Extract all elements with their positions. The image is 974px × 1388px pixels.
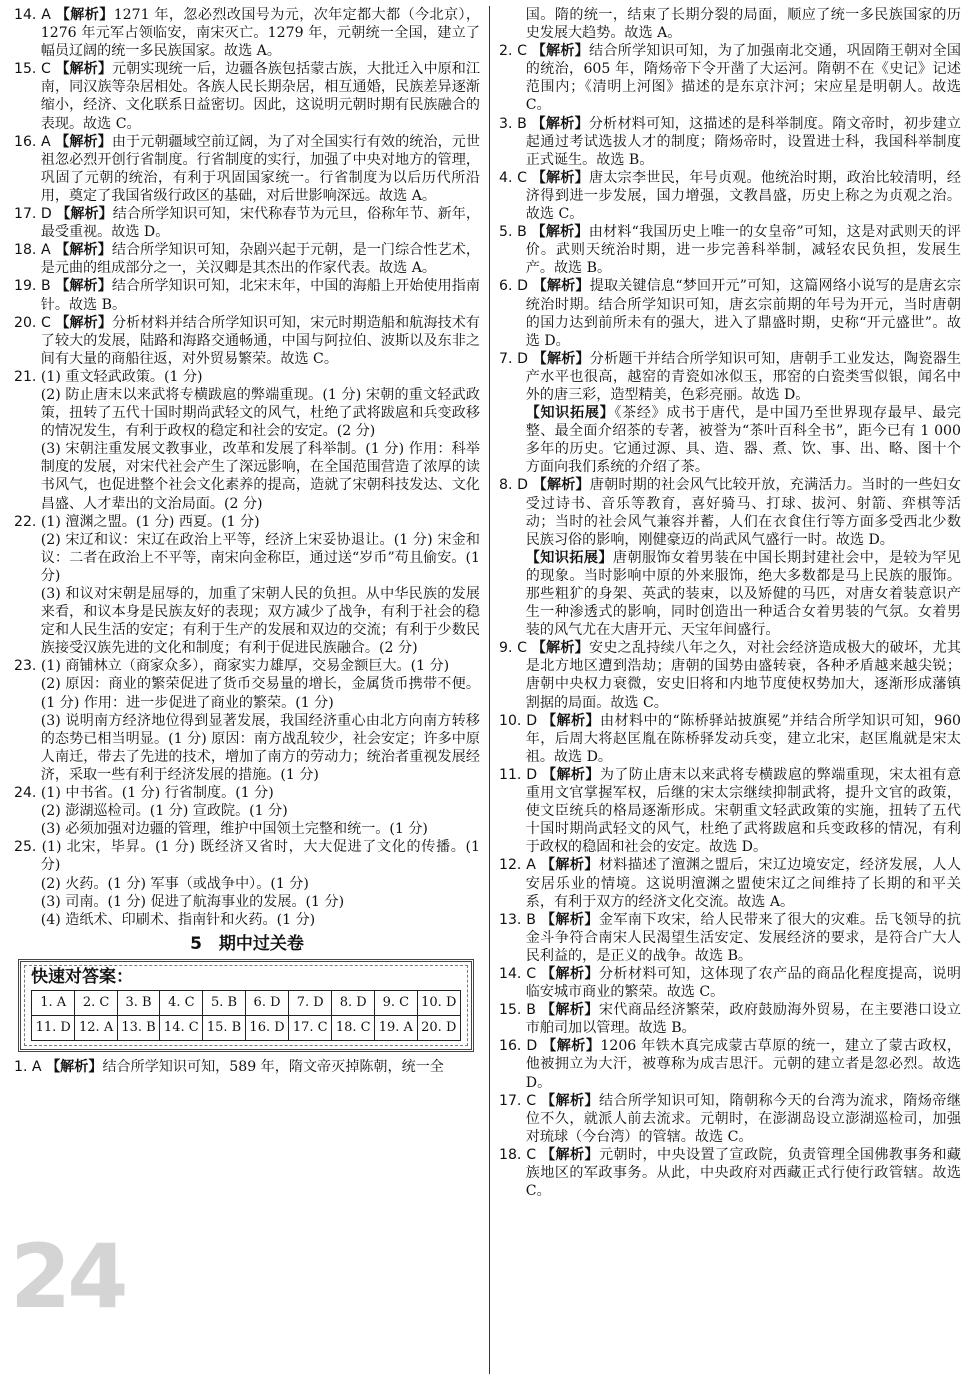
answer-entry-continued — [14, 585, 480, 657]
quick-answer-cell: 6. D — [245, 990, 288, 1015]
answer-text: (3) 宋朝注重发展文教事业，改革和发展了科举制。(1 分) 作用：科举制度的发展，对宋代社会产生了深远影响，在全国范围营造了浓厚的读书风气，也促进整个社会文化素养的提高，造就了宋朝科技发达、文化昌盛、人才辈出的文治局面。(2 分) — [40, 441, 480, 512]
answer-text: (4) 造纸术、印刷术、指南针和火药。(1 分) — [40, 911, 316, 928]
answer-entry — [14, 277, 480, 313]
analysis-tag: 【解析】 — [532, 477, 590, 494]
analysis-tag: 【解析】 — [540, 1002, 599, 1019]
answer-entry — [499, 911, 961, 965]
analysis-tag: 【解析】 — [540, 911, 599, 928]
answer-text: 唐朝时期的社会风气比较开放，充满活力。当时的一些妇女受过诗书、音乐等教育，喜好骑马、打球、拔河、射箭、弈棋等活动；当时的社会风气兼容并蓄，人们在衣食住行等方面多受西北少数民族习俗的影响，刚健豪迈的尚武风气盛行一时。故选 D。 — [525, 477, 962, 548]
analysis-tag: 【解析】 — [55, 314, 112, 331]
answer-text: 提取关键信息“梦回开元”可知，这篇网络小说写的是唐玄宗统治时期。结合所学知识可知，唐玄宗前期的年号为开元，当时唐朝的国力达到前所未有的强大，进入了鼎盛时期，史称“开元盛世”。故选 D。 — [525, 278, 961, 349]
answer-entry — [14, 784, 480, 802]
answer-number: 13. B — [499, 911, 536, 928]
answer-number: 21. — [14, 368, 37, 385]
quick-answer-cell: 19. A — [375, 1015, 417, 1040]
answer-entry — [499, 639, 961, 711]
answer-entry-continued — [14, 386, 480, 440]
answer-text: 由于元朝疆域空前辽阔，为了对全国实行有效的统治，元世祖忽必烈开创行省制度。行省制度的实行，加强了中央对地方的管理，巩固了元朝的统治，有利于巩固国家统一。行省制度为以后历代所沿用，奠定了我国省级行政区的基础，对后世影响深远。故选 A。 — [40, 133, 481, 204]
analysis-tag: 【解析】 — [55, 133, 112, 150]
answer-entry-continued — [14, 712, 480, 784]
analysis-tag: 【解析】 — [531, 169, 589, 186]
section-title: 5 期中过关卷 — [190, 933, 304, 954]
page-number: 24 — [10, 1225, 125, 1328]
answer-entry — [499, 277, 961, 349]
analysis-tag: 【解析】 — [55, 61, 112, 78]
answer-entry — [14, 368, 480, 386]
quick-answer-cell: 7. D — [289, 990, 332, 1015]
analysis-tag: 【解析】 — [542, 1038, 601, 1055]
answer-entry — [14, 314, 480, 368]
answer-entry-continued — [14, 875, 480, 893]
answer-text: (1) 重文轻武政策。(1 分) — [40, 368, 203, 385]
answer-number: 15. B — [499, 1002, 536, 1019]
analysis-tag: 【解析】 — [55, 278, 112, 295]
analysis-tag: 【解析】 — [55, 242, 112, 259]
quick-answer-cell: 12. A — [75, 1015, 117, 1040]
answer-text: 由材料“我国历史上唯一的女皇帝”可知，这是对武则天的评价。武则天统治时期，进一步完善科举制，减轻农民负担，发展生产。故选 B。 — [525, 224, 961, 277]
answer-number: 8. D — [499, 477, 528, 494]
answer-number: 20. C — [14, 314, 51, 331]
answer-entry — [14, 241, 480, 277]
quick-answer-cell: 15. B — [203, 1015, 246, 1040]
answer-number: 17. C — [499, 1092, 537, 1109]
right-answer-list — [499, 6, 961, 1200]
answer-entry — [14, 60, 480, 132]
answer-text: 结合所学知识可知，隋朝称今天的台湾为流求，隋炀帝继位不久，就派人前去流求。元朝时，在澎湖岛设立澎湖巡检司，加强对琉球（今台湾）的管辖。故选 C。 — [525, 1092, 961, 1145]
answer-number: 19. B — [14, 278, 51, 295]
answer-entry — [14, 205, 480, 241]
quick-answer-cell: 2. C — [75, 990, 117, 1015]
quick-answer-title: 快速对答案： — [31, 966, 133, 987]
answer-number: 24. — [14, 785, 37, 802]
answer-number: 18. C — [499, 1146, 537, 1163]
analysis-tag: 【知识拓展】 — [525, 405, 615, 422]
answer-number: 22. — [14, 513, 37, 530]
answer-text: 结合所学知识可知，为了加强南北交通，巩固隋王朝对全国的统治，605 年，隋炀帝下令开凿了大运河。隋朝不在《史记》记述范围内；《清明上河图》描述的是东京汴河；宋应星是明朝人。故选 C。 — [525, 43, 962, 114]
answer-text: (1) 中书省。(1 分) 行省制度。(1 分) — [40, 785, 274, 802]
analysis-tag: 【解析】 — [541, 1092, 600, 1109]
answer-text: (3) 说明南方经济地位得到显著发展，我国经济重心由北方向南方转移的态势已相当明显。(1 分) 原因：南方战乱较少，社会安定；许多中原人南迁，带去了先进的技术，增加了南方的劳动力；统治者重视发展经济，采取一些有利于经济发展的措施。(1 分) — [40, 712, 480, 783]
quick-answer-cell: 18. C — [332, 1015, 375, 1040]
left-answer-list — [14, 6, 480, 929]
right-column — [499, 6, 961, 1200]
answer-number: 7. D — [499, 350, 528, 367]
quick-answer-row — [32, 1015, 461, 1040]
analysis-tag: 【解析】 — [532, 278, 590, 295]
answer-entry — [14, 133, 480, 205]
answer-entry — [499, 1092, 961, 1146]
answer-text: 国。隋的统一，结束了长期分裂的局面，顺应了统一多民族国家的历史发展大趋势。故选 A。 — [525, 7, 961, 42]
analysis-tag: 【解析】 — [541, 1146, 600, 1163]
answer-entry — [499, 42, 961, 114]
analysis-tag: 【知识拓展】 — [525, 549, 613, 566]
answer-text: (1) 商铺林立（商家众多），商家实力雄厚，交易金额巨大。(1 分) — [40, 658, 450, 675]
answer-entry — [499, 115, 961, 169]
answer-text: (2) 澎湖巡检司。(1 分) 宣政院。(1 分) — [40, 803, 288, 820]
answer-text: 由材料中的“陈桥驿站披旗冕”并结合所学知识可知，960 年，后周大将赵匡胤在陈桥驿发动兵变，建立北宋，赵匡胤就是宋太祖。故选 D。 — [525, 712, 962, 765]
answer-entry — [499, 350, 961, 404]
answer-number: 16. A — [14, 133, 51, 150]
answer-text: 结合所学知识可知，杂剧兴起于元朝，是一门综合性艺术，是元曲的组成部分之一，关汉卿是其杰出的作家代表。故选 A。 — [40, 242, 481, 277]
quick-answer-cell: 4. C — [160, 990, 203, 1015]
analysis-tag: 【解析】 — [540, 857, 599, 874]
answer-number: 15. C — [14, 61, 51, 78]
answer-entry — [14, 6, 480, 60]
column-divider — [489, 6, 490, 1374]
answer-text: 唐太宗李世民，年号贞观。他统治时期，政治比较清明，经济得到进一步发展，国力增强，文教昌盛，历史上称之为贞观之治。故选 C。 — [525, 169, 962, 223]
answer-text: 《茶经》成书于唐代，是中国乃至世界现存最早、最完整、最全面介绍茶的专著，被誉为“茶叶百科全书”，距今已有 1 000 多年的历史。它通过源、具、造、器、煮、饮、事、出、略、图十个方面向我们系统的介绍了茶。 — [525, 405, 962, 476]
answer-number: 23. — [14, 658, 37, 675]
answer-entry — [499, 476, 961, 548]
answer-number: 1. A — [14, 1058, 42, 1075]
answer-entry — [14, 657, 480, 675]
analysis-tag: 【解析】 — [541, 965, 600, 982]
answer-entry — [499, 223, 961, 277]
analysis-tag: 【解析】 — [531, 43, 589, 60]
answer-number: 18. A — [14, 242, 51, 259]
answer-entry-continued — [14, 675, 480, 711]
answer-number: 17. D — [14, 206, 52, 223]
answer-text: 结合所学知识可知，589 年，隋文帝灭掉陈朝，统一全 — [102, 1058, 444, 1075]
answer-entry-continued — [14, 440, 480, 512]
quick-answer-cell: 17. C — [289, 1015, 332, 1040]
answer-number: 25. — [14, 839, 37, 856]
answer-text: 结合所学知识可知，宋代称春节为元旦，俗称年节、新年，最受重视。故选 D。 — [40, 206, 481, 241]
answer-entry-continued — [14, 802, 480, 820]
quick-answer-cell: 9. C — [375, 990, 417, 1015]
answer-text: 元朝实现统一后，边疆各族包括蒙古族，大批迁入中原和江南，同汉族等杂居相处。各族人民长期杂居，相互通婚，民族差异逐渐缩小，经济、文化联系日益密切。因此，这说明元朝时期有民族融合的表现。故选 C。 — [40, 61, 481, 132]
answer-text: (2) 火药。(1 分) 军事（或战争中）。(1 分) — [40, 875, 309, 892]
answer-entry-continued — [499, 6, 961, 42]
answer-entry-continued — [499, 549, 961, 639]
quick-answer-cell: 14. C — [160, 1015, 203, 1040]
answer-entry — [499, 712, 961, 766]
left-column — [14, 6, 480, 1076]
answer-number: 9. C — [499, 640, 527, 657]
answer-text: 为了防止唐末以来武将专横跋扈的弊端重现，宋太祖有意重用文官掌握军权，后继的宋太宗继续抑制武将，提升文官的政策，使文臣统兵的格局逐渐形成。宋朝重文轻武政策的实施，扭转了五代十国时期尚武轻文的风气，杜绝了武将跋扈和兵变政移的情况，有利于政权的稳固和社会的安定。故选 D。 — [525, 766, 962, 856]
answer-text: (2) 宋辽和议：宋辽在政治上平等，经济上宋妥协退让。(1 分) 宋金和议：二者在政治上不平等，南宋向金称臣，通过送“岁币”苟且偷安。(1 分) — [40, 531, 480, 584]
answer-number: 4. C — [499, 169, 527, 186]
answer-text: 1271 年，忽必烈改国号为元，次年定都大都（今北京），1276 年元军占领临安，南宋灭亡。1279 年，元朝统一全国，建立了幅员辽阔的统一多民族国家。故选 A。 — [40, 7, 481, 60]
answer-number: 6. D — [499, 278, 528, 295]
quick-answer-cell: 11. D — [32, 1015, 75, 1040]
answer-entry — [499, 965, 961, 1001]
answer-number: 12. A — [499, 857, 536, 874]
answer-text: (1) 澶渊之盟。(1 分) 西夏。(1 分) — [40, 513, 260, 530]
answer-entry — [499, 1001, 961, 1037]
analysis-tag: 【解析】 — [56, 206, 113, 223]
answer-text: 分析材料并结合所学知识可知，宋元时期造船和航海技术有了较大的发展，陆路和海路交通畅通，中国与阿拉伯、波斯以及东非之间有大量的商船往返，对外贸易繁荣。故选 C。 — [40, 314, 481, 367]
answer-entry-continued — [499, 404, 961, 476]
quick-answer-cell: 10. D — [417, 990, 460, 1015]
answer-text: 安史之乱持续八年之久，对社会经济造成极大的破坏，尤其是北方地区遭到浩劫；唐朝的国势由盛转衰，各种矛盾越来越尖锐；唐朝中央权力衰微，安史旧将和内地节度使权势加大，逐渐形成藩镇割据的局面。故选 C。 — [525, 640, 962, 711]
answer-text: (1) 北宋，毕昇。(1 分) 既经济又省时，大大促进了文化的传播。(1 分) — [40, 839, 480, 874]
answer-entry — [14, 1058, 480, 1076]
answer-entry-continued — [14, 531, 480, 585]
analysis-tag: 【解析】 — [531, 640, 589, 657]
quick-answer-table — [31, 990, 461, 1041]
answer-text: 结合所学知识可知，北宋末年，中国的海船上开始使用指南针。故选 B。 — [40, 278, 481, 313]
answer-text: 元朝时，中央设置了宣政院，负责管理全国佛教事务和藏族地区的军政事务。从此，中央政府对西藏正式行使行政管辖。故选 C。 — [525, 1146, 961, 1200]
answer-entry-continued — [14, 820, 480, 838]
analysis-tag: 【解析】 — [532, 350, 590, 367]
analysis-tag: 【解析】 — [46, 1058, 103, 1075]
quick-answer-row — [32, 990, 461, 1015]
answer-text: 金军南下攻宋，给人民带来了很大的灾难。岳飞领导的抗金斗争符合南宋人民渴望生活安定、发展经济的要求，是符合广大人民利益的，是正义的战争。故选 B。 — [525, 911, 962, 964]
answer-entry — [499, 766, 961, 856]
answer-number: 14. C — [499, 965, 537, 982]
answer-text: (2) 防止唐末以来武将专横跋扈的弊端重现。(1 分) 宋朝的重文轻武政策，扭转了五代十国时期尚武轻文的风气，杜绝了武将跋扈和兵变政移的情况发生，有利于政权的稳定和社会的安定。(2 分) — [40, 386, 480, 440]
quick-answer-cell: 5. B — [203, 990, 246, 1015]
analysis-tag: 【解析】 — [542, 712, 601, 729]
answer-number: 3. B — [499, 115, 527, 132]
answer-entry — [499, 169, 961, 223]
quick-answer-cell: 1. A — [32, 990, 75, 1015]
answer-text: (3) 和议对宋朝是屈辱的，加重了宋朝人民的负担。从中华民族的发展来看，和议本身是民族友好的表现；双方减少了战争，有利于社会的稳定和人民生活的安定；有利于生产的发展和双边的交流；有利于少数民族接受汉族先进的文化和制度；有利于促进民族融合。(2 分) — [40, 586, 480, 657]
answer-entry — [499, 1037, 961, 1091]
answer-entry-continued — [14, 911, 480, 929]
answer-text: (3) 司南。(1 分) 促进了航海事业的发展。(1 分) — [40, 893, 345, 910]
answer-number: 14. A — [14, 7, 51, 23]
quick-answer-cell: 20. D — [417, 1015, 460, 1040]
answer-text: 唐朝服饰女着男装在中国长期封建社会中，是较为罕见的现象。当时影响中原的外来服饰，绝大多数都是马上民族的服饰。那些粗犷的身架、英武的装束，以及矫健的马匹，对唐女着装意识产生一种渗透式的影响，同时创造出一种适合女着男装的气氛。女着男装的风气尤在大唐开元、天宝年间盛行。 — [525, 549, 962, 639]
answer-number: 16. D — [499, 1038, 538, 1055]
quick-answer-cell: 8. D — [332, 990, 375, 1015]
answer-number: 5. B — [499, 224, 527, 241]
quick-answer-box — [18, 959, 474, 1052]
answer-number: 11. D — [499, 766, 538, 783]
answer-entry — [14, 838, 480, 874]
answer-entry-continued — [14, 893, 480, 911]
analysis-tag: 【解析】 — [531, 224, 589, 241]
analysis-tag: 【解析】 — [55, 7, 114, 23]
quick-answer-cell: 16. D — [245, 1015, 288, 1040]
quick-answer-cell: 13. B — [117, 1015, 160, 1040]
quick-answer-cell: 3. B — [117, 990, 160, 1015]
answer-entry — [14, 513, 480, 531]
answer-text: 分析材料可知，这体现了农产品的商品化程度提高，说明临安城市商业的繁荣。故选 C。 — [525, 965, 961, 1001]
answer-text: 分析题干并结合所学知识可知，唐朝手工业发达，陶瓷器生产水平也很高，越窑的青瓷如冰似玉，邢窑的白瓷类雪似银，闻名中外的唐三彩，造型精美，色彩亮丽。故选 D。 — [525, 350, 962, 403]
answer-text: (2) 原因：商业的繁荣促进了货币交易量的增长，金属货币携带不便。(1 分) 作用：进一步促进了商业的繁荣。(1 分) — [40, 676, 480, 711]
answer-text: (3) 必须加强对边疆的管理，维护中国领土完整和统一。(1 分) — [40, 821, 428, 838]
answer-text: 分析材料可知，这描述的是科举制度。隋文帝时，初步建立起通过考试选拔人才的制度；隋炀帝时，设置进士科，我国科举制度正式诞生。故选 B。 — [525, 115, 961, 168]
answer-text: 材料描述了澶渊之盟后，宋辽边境安定，经济发展，人人安居乐业的情境。这说明澶渊之盟使宋辽之间维持了长期的和平关系，有利于双方的经济文化交流。故选 A。 — [525, 857, 962, 910]
answer-text: 1206 年铁木真完成蒙古草原的统一，建立了蒙古政权，他被拥立为大汗，被尊称为成吉思汗。元朝的建立者是忽必烈。故选 D。 — [525, 1038, 962, 1091]
answer-entry — [499, 1146, 961, 1200]
analysis-tag: 【解析】 — [531, 115, 589, 132]
analysis-tag: 【解析】 — [541, 766, 600, 783]
answer-text: 宋代商品经济繁荣，政府鼓励海外贸易，在主要港口设立市舶司加以管理。故选 B。 — [525, 1002, 962, 1037]
answer-number: 10. D — [499, 712, 538, 729]
answer-number: 2. C — [499, 43, 527, 60]
answer-entry — [499, 856, 961, 910]
